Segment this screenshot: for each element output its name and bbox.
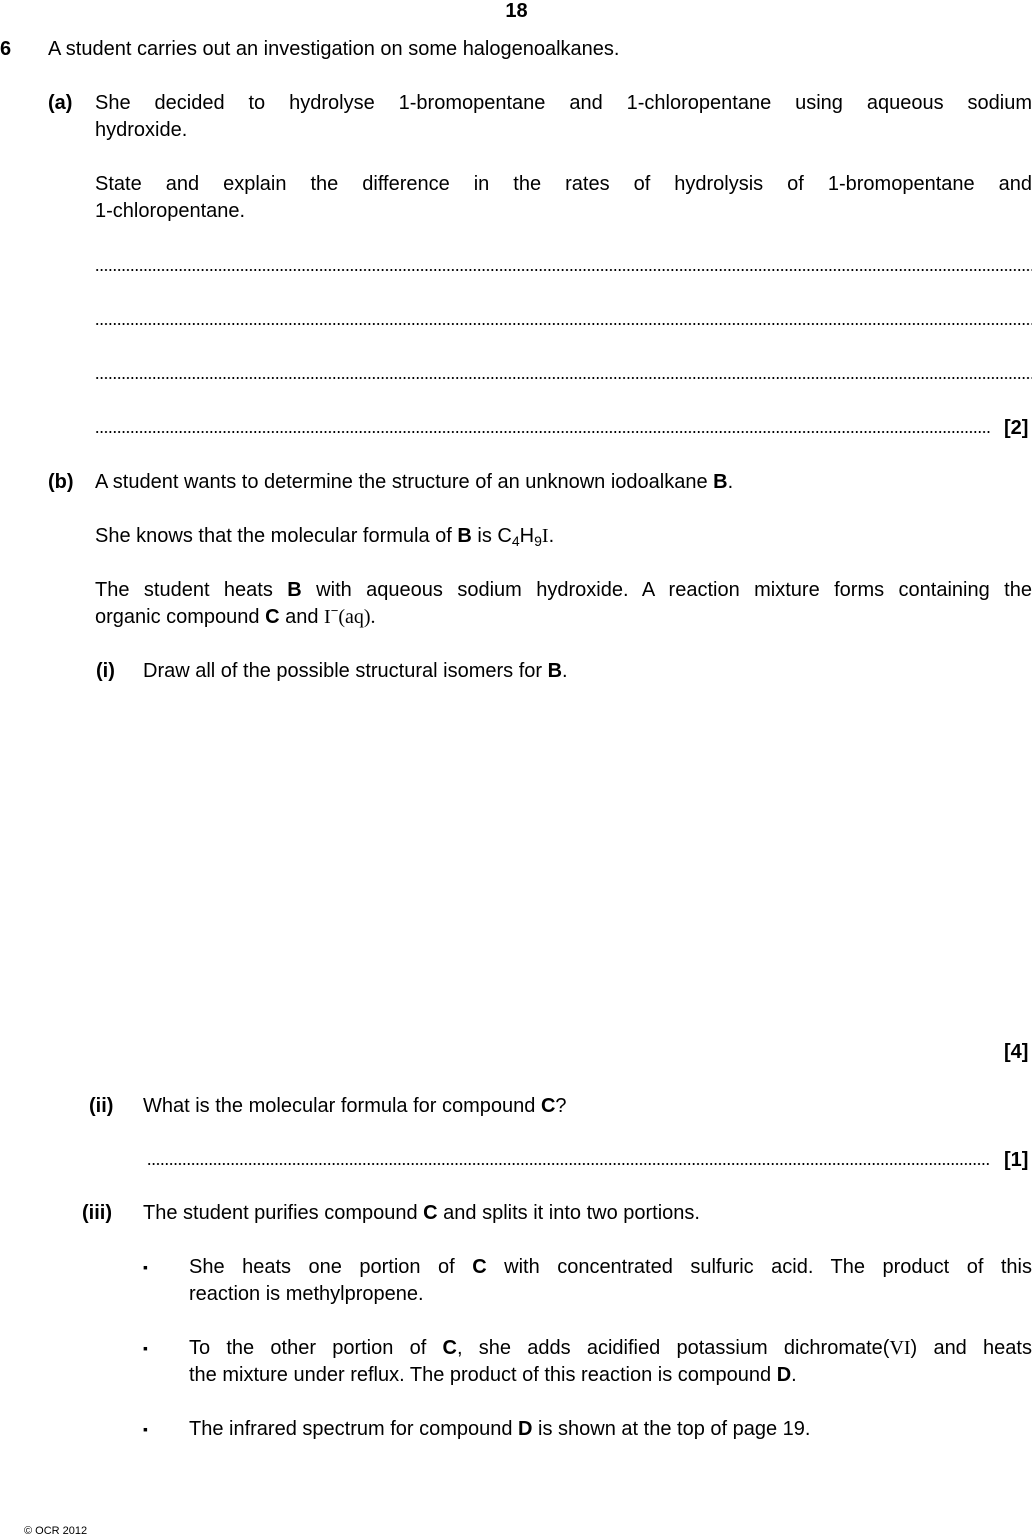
bullet1-line2: reaction is methylpropene. (189, 1283, 424, 1305)
bullet3-line1: The infrared spectrum for compound D is shown at the top of page 19. (189, 1418, 811, 1440)
drawing-area[interactable] (143, 700, 1023, 1030)
part-a-label: (a) (48, 92, 73, 114)
bullet-marker: ▪ (143, 1340, 148, 1356)
copyright-footer: © OCR 2012 (24, 1525, 88, 1537)
answer-line[interactable] (95, 268, 1032, 272)
bullet-marker: ▪ (143, 1421, 148, 1437)
part-b-formula-text: She knows that the molecular formula of B is $C_4H_9I$. (95, 525, 555, 549)
answer-line[interactable] (95, 376, 1032, 380)
sub-i-text: Draw all of the possible structural isomers for B. (143, 660, 568, 682)
question-number: 6 (0, 38, 12, 60)
page-number: 18 (505, 0, 528, 22)
part-a-line2: hydroxide. (95, 119, 188, 141)
part-a-marks: [2] (1004, 417, 1029, 439)
sub-i-marks: [4] (1004, 1041, 1029, 1063)
part-b-heat-line1: The student heats B with aqueous sodium hydroxide. A reaction mixture forms containing the (95, 579, 1032, 601)
question-intro: A student carries out an investigation on some halogenoalkanes. (48, 38, 620, 60)
bullet1-line1: She heats one portion of C with concentrated sulfuric acid. The product of this (189, 1256, 1032, 1278)
bullet2-line1: To the other portion of C, she adds acidified potassium dichromate(VI) and heats (189, 1337, 1032, 1359)
part-b-heat-line2: organic compound C and I−(aq). (95, 603, 376, 628)
part-a-task-line2: 1-chloropentane. (95, 200, 246, 222)
sub-ii-label: (ii) (89, 1095, 114, 1117)
part-a-line1: She decided to hydrolyse 1-bromopentane and 1-chloropentane using aqueous sodium (95, 92, 1032, 114)
answer-line[interactable] (147, 1162, 990, 1166)
answer-line[interactable] (95, 430, 990, 434)
bullet-marker: ▪ (143, 1259, 148, 1275)
part-b-intro: A student wants to determine the structure of an unknown iodoalkane B. (95, 471, 734, 493)
answer-line[interactable] (95, 322, 1032, 326)
part-a-task-line1: State and explain the difference in the rates of hydrolysis of 1-bromopentane and (95, 173, 1032, 195)
sub-i-label: (i) (96, 660, 115, 682)
part-b-label: (b) (48, 471, 74, 493)
sub-ii-marks: [1] (1004, 1149, 1029, 1171)
sub-iii-text: The student purifies compound C and splits it into two portions. (143, 1202, 700, 1224)
bullet2-line2: the mixture under reflux. The product of this reaction is compound D. (189, 1364, 797, 1386)
sub-ii-text: What is the molecular formula for compound C? (143, 1095, 567, 1117)
sub-iii-label: (iii) (82, 1202, 112, 1224)
